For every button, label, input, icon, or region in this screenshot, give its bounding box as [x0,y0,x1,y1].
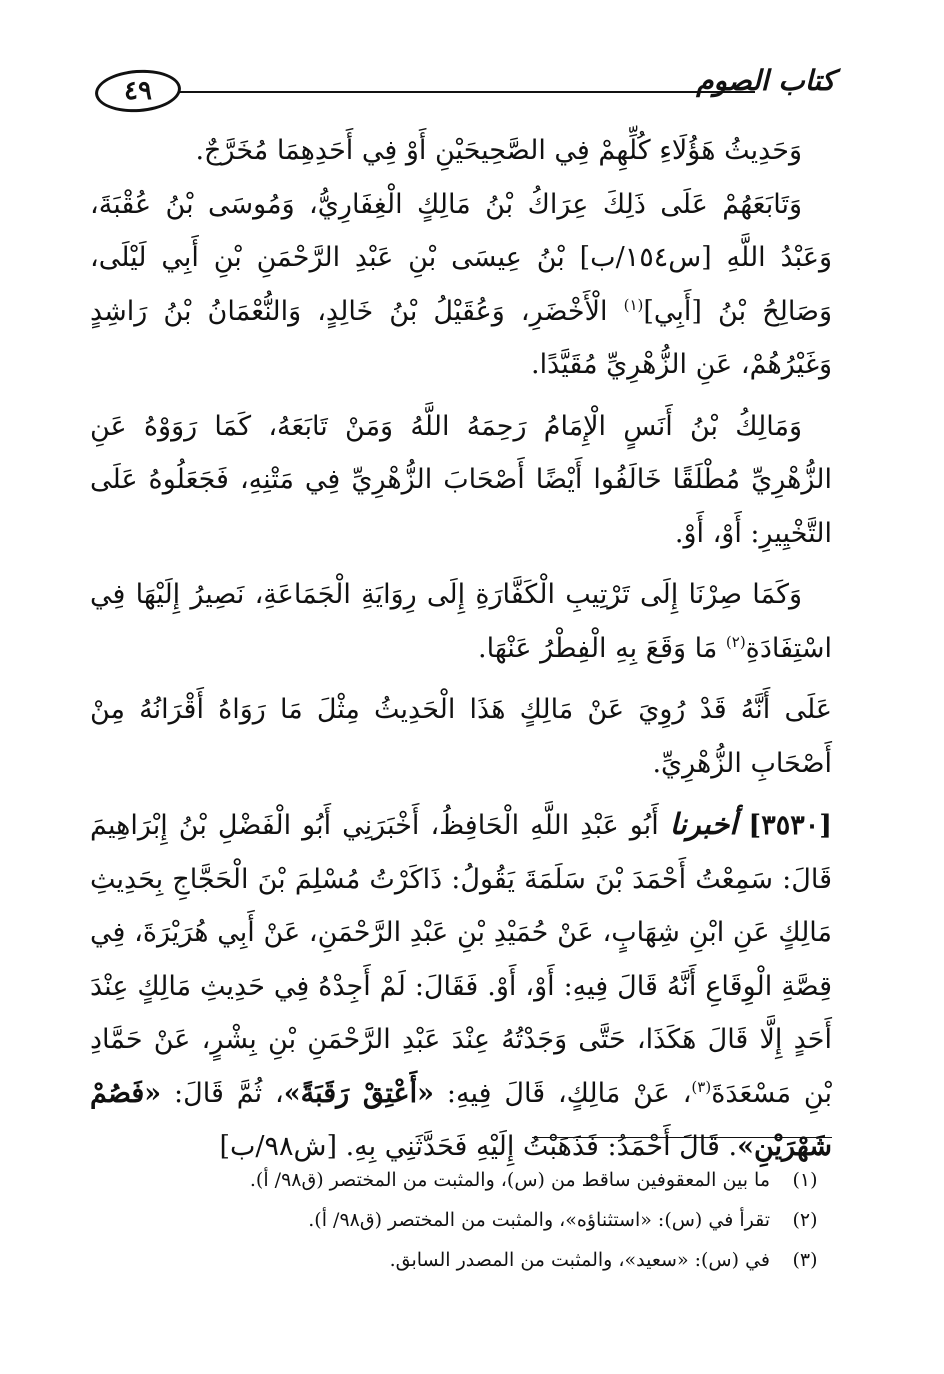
main-text [90,124,832,1174]
hadith-paragraph [90,798,832,1174]
footnote-text: تقرأ في (س): «استثناؤه»، والمثبت من المختصر (ق٩٨/ أ). [308,1209,770,1231]
footnotes [90,1160,828,1280]
page-header [95,60,835,120]
footnote-text: ما بين المعقوفين ساقط من (س)، والمثبت من المختصر (ق٩٨/ أ). [249,1169,770,1191]
paragraph [90,178,832,392]
hadith-number: [٣٥٣٠] [748,810,832,841]
paragraph-text: وَتَابَعَهُمْ عَلَى ذَلِكَ عِرَاكُ بْنُ مَالِكٍ الْغِفَارِيُّ، وَمُوسَى بْنُ عُقْبَةَ، وَعَبْدُ اللَّهِ [س١٥٤/ب] بْنُ عِيسَى بْنِ عَبْدِ الرَّحْمَنِ بْنِ أَبِي لَيْلَى، وَصَالِحُ بْنُ [أَبِي] [90,188,833,327]
footnote [90,1160,828,1200]
paragraph [90,400,832,561]
footnote-marker: (١) [623,295,644,314]
paragraph-text: الْأَخْضَرِ، وَعُقَيْلُ بْنُ خَالِدٍ، وَالنُّعْمَانُ بْنُ رَاشِدٍ وَغَيْرُهُمْ، عَنِ الزُّهْرِيِّ مُقَيَّدًا. [90,295,832,380]
footnote-marker: (٢) [725,632,746,651]
footnote-number: (٣) [792,1249,818,1271]
footnote-text: في (س): «سعيد»، والمثبت من المصدر السابق. [389,1249,770,1271]
akhbarana-word: أخبرنا [669,807,738,841]
paragraph-text: وَكَمَا صِرْنَا إِلَى تَرْتِيبِ الْكَفَّارَةِ إِلَى رِوَايَةِ الْجَمَاعَةِ، نَصِيرُ إِلَيْهَا فِي اسْتِفَادَةِ [90,579,832,664]
paragraph [90,683,832,790]
hadith-quote: «فَصُمْ شَهْرَيْنِ» [90,1077,832,1162]
footnote-marker: (٣) [691,1077,712,1096]
paragraph-text: ، عَنْ مَالِكٍ، قَالَ فِيهِ: [434,1077,692,1109]
footnote-number: (٢) [792,1209,818,1231]
page-number: ٤٩ [124,76,152,106]
paragraph-text: . قَالَ أَحْمَدُ: فَذَهَبْتُ إِلَيْهِ فَحَدَّثَنِي بِهِ. [ش٩٨/ب] [219,1131,738,1162]
footnote-separator [532,1137,832,1138]
page-number-oval [94,67,183,115]
header-rule [180,91,755,93]
paragraph-text: ، ثُمَّ قَالَ: [161,1077,284,1109]
paragraph-text: أَبُو عَبْدِ اللَّهِ الْحَافِظُ، أَخْبَرَنِي أَبُو الْفَضْلِ بْنُ إِبْرَاهِيمَ قَالَ: سَمِعْتُ أَحْمَدَ بْنَ سَلَمَةَ يَقُولُ: ذَاكَرْتُ مُسْلِمَ بْنَ الْحَجَّاجِ بِحَدِيثِ مَالِكٍ عَنِ ابْنِ شِهَابٍ، عَنْ حُمَيْدِ بْنِ عَبْدِ الرَّحْمَنِ، عَنْ أَبِي هُرَيْرَةَ، فِي قِصَّةِ الْوِقَاعِ أَنَّهُ قَالَ فِيهِ: أَوْ، أَوْ. فَقَالَ: لَمْ أَجِدْهُ فِي حَدِيثِ مَالِكٍ عِنْدَ أَحَدٍ إِلَّا قَالَ هَكَذَا، حَتَّى وَجَدْتُهُ عِنْدَ عَبْدِ الرَّحْمَنِ بْنِ بِشْرٍ، عَنْ حَمَّادِ بْنِ مَسْعَدَةَ [90,810,832,1109]
paragraph [90,568,832,675]
paragraph-text: وَمَالِكُ بْنُ أَنَسٍ الْإِمَامُ رَحِمَهُ اللَّهُ وَمَنْ تَابَعَهُ، كَمَا رَوَوْهُ عَنِ الزُّهْرِيِّ مُطْلَقًا خَالَفُوا أَيْضًا أَصْحَابَ الزُّهْرِيِّ فِي مَتْنِهِ، فَجَعَلُوهُ عَلَى التَّخْيِيرِ: أَوْ، أَوْ. [90,410,832,549]
book-title: كتاب الصوم [696,64,835,97]
paragraph-text: عَلَى أَنَّهُ قَدْ رُوِيَ عَنْ مَالِكٍ هَذَا الْحَدِيثُ مِثْلَ مَا رَوَاهُ أَقْرَانُهُ مِنْ أَصْحَابِ الزُّهْرِيِّ. [90,694,832,779]
footnote [90,1240,828,1280]
paragraph [90,124,832,178]
hadith-quote: «أَعْتِقْ رَقَبَةً» [283,1077,435,1109]
footnote-number: (١) [792,1169,818,1191]
paragraph-text: مَا وَقَعَ بِهِ الْفِطْرُ عَنْهَا. [478,632,726,664]
footnote [90,1200,828,1240]
paragraph-text: وَحَدِيثُ هَؤُلَاءِ كُلِّهِمْ فِي الصَّحِيحَيْنِ أَوْ فِي أَحَدِهِمَا مُخَرَّجٌ. [195,135,802,166]
